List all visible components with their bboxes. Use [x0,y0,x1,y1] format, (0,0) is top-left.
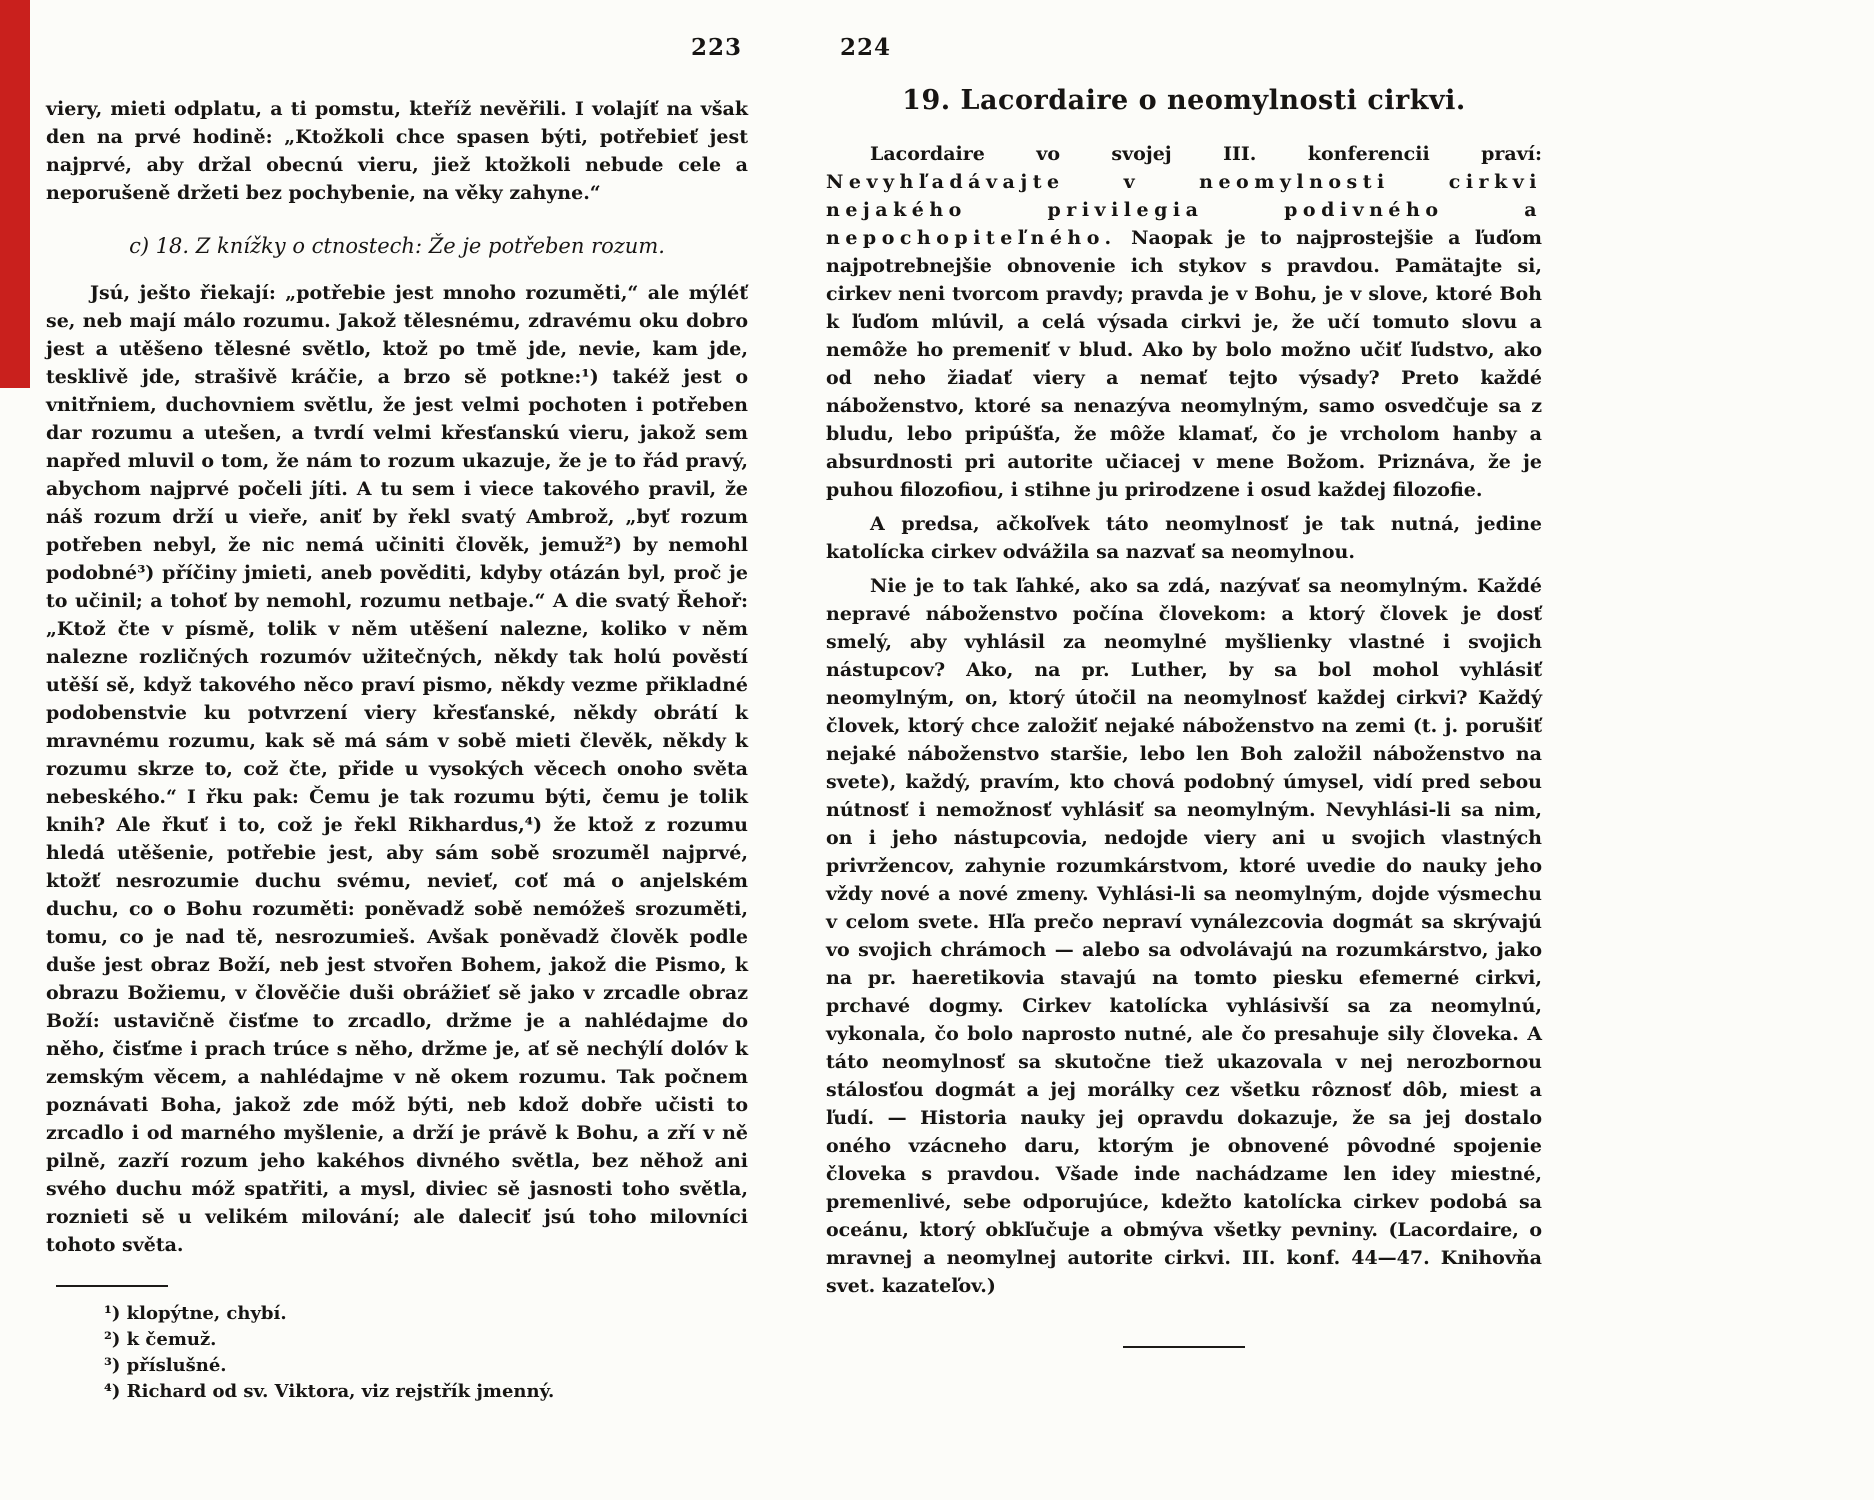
paragraph-3: Nie je to tak ľahké, ako sa zdá, nazývať sa neomylným. Každé nepravé náboženstvo počína človekom: a ktorý človek je dosť smelý, aby vyhlásil za neomylné myšlienky vlastné i svojich nástupcov? Ako, na pr. Luther, by sa bol mohol vyhlásiť neomylným, on, ktorý útočil na neomylnosť každej cirkvi? Každý človek, ktorý chce založiť nejaké náboženstvo na zemi (t. j. porušiť nejaké náboženstvo staršie, lebo len Boh založil náboženstvo na svete), každý, pravím, kto chová podobný úmysel, vidí pred sebou nútnosť i nemožnosť vyhlásiť sa neomylným. Nevyhlási-li sa nim, on i jeho nástupcovia, nedojde viery ani u svojich vlastných privržencov, zahynie rozumkárstvom, ktoré uvedie do nauky jeho vždy nové a nové zmeny. Vyhlási-li sa neomylným, dojde výsmechu v celom svete. Hľa prečo nepraví vynálezcovia dogmát sa skrývajú vo svojich chrámoch — alebo sa odvolávajú na rozumkárstvo, jako na pr. haeretikovia stavajú na tomto piesku efemerné cirkvi, prchavé dogmy. Cirkev katolícka vyhlásivší sa za neomylnú, vykonala, čo bolo naprosto nutné, ale čo presahuje sily človeka. A táto neomylnosť sa skutočne tiež ukazovala v nej nerozbornou stálosťou dogmát a jej morálky cez všetku rôznosť dôb, miest a ľudí. — Historia nauky jej opravdu dokazuje, že sa jej dostalo oného vzácneho daru, ktorým je obnovené pôvodné spojenie človeka s pravdou. Všade inde nachádzame len idey miestné, premenlivé, sebe odporujúce, kdežto katolícka cirkev podobá sa oceánu, ktorý obkľučuje a obmýva všetky pevniny. (Lacordaire, o mravnej a neomylnej autorite cirkvi. III. konf. 44—47. Knihovňa svet. kazateľov.) [826,575,1542,1297]
page-number-right: 224 [840,34,892,61]
red-scan-ribbon [0,0,30,388]
paragraph-2: A predsa, ačkoľvek táto neomylnosť je tak nutná, jedine katolícka cirkev odvážila sa nazvať sa neomylnou. [826,513,1542,563]
paragraph-1-spaced-text: Nevyhľadávajte v neomylnosti cirkvi nejakého privilegia podivného a nepochopiteľného. [826,171,1542,249]
body-paragraph: Jsú, ješto řiekají: „potřebie jest mnoho rozuměti,“ ale mýléť se, neb mají málo rozumu. Jakož tělesnému, zdravému oku dobro jest a utěšeno tělesné světlo, ktož po tmě jde, nevie, kam jde, tesklivě jde, strašivě kráčie, a brzo sě potkne:¹) takéž jest o vnitřniem, duchovniem světlu, že jest velmi pochoten i potřeben dar rozumu a utešen, a tvrdí velmi křesťanskú vieru, jakož sem napřed mluvil o tom, že nám to rozum ukazuje, že je to řád pravý, abychom najprvé počeli jíti. A tu sem i viece takového pravil, že náš rozum drží u vieře, aniť by řekl svatý Ambrož, „byť rozum potřeben nebyl, že nic nemá učiniti člověk, jemuž²) by nemohl podobné³) příčiny jmieti, aneb pověditi, kdyby otázán byl, proč je to učinil; a tohoť by nemohl, rozumu netbaje.“ A die svatý Řehoř: „Ktož čte v písmě, tolik v něm utěšení nalezne, koliko v něm nalezne rozličných rozumóv užitečných, někdy tak holú pověstí utěší sě, když takového něco praví pismo, někdy vezme přikladné podobenstvie ku potvrzení viery křesťanské, někdy obrátí k mravnému rozumu, kak sě má sám v sobě mieti člevěk, někdy k rozumu skrze to, což čte, přide u vysokých věcech onoho světa nebeského.“ I řku pak: Čemu je tak rozumu býti, čemu je tolik knih? Ale řkuť i to, což je řekl Rikhardus,⁴) že ktož z rozumu hledá utěšenie, potřebie jest, aby sám sobě srozuměl najprvé, ktožť nesrozumie duchu svému, nevieť, coť má o anjelském duchu, co o Bohu rozuměti: poněvadž sobě nemóžeš srozuměti, tomu, co je nad tě, nesrozumieš. Avšak poněvadž člověk podle duše jest obraz Boží, neb jest stvořen Bohem, jakož die Pismo, k obrazu Božiemu, v člověčie duši obrážieť sě jako v zrcadle obraz Boží: ustavičně čisťme to zrcadlo, držme je a nahlédajme do něho, čisťme i prach trúce s něho, držme je, ať sě nechýlí dolóv k zemským věcem, a nahlédajme v ně okem rozumu. Tak počnem poznávati Boha, jakož zde móž býti, neb kdož dobře učisti to zrcadlo i od marného myšlenie, a drží je právě k Bohu, a zří v ně pilně, zazří rozum jeho kakéhos divného světla, bez něhož ani svého duchu móž spatřiti, a mysl, diviec sě jasnosti toho světla, roznieti sě u velikém milování; ale daleciť jsú toho milovníci tohoto světa. [46,282,748,1256]
right-page [826,34,1542,1348]
intro-paragraph: viery, mieti odplatu, a ti pomstu, kteříž nevěřili. I volajíť na však den na prvé hodině: „Ktožkoli chce spasen býti, potřebieť jest najprvé, aby držal obecnú vieru, jiež ktožkoli nebude cele a neporušeně držeti bez pochybenie, na věky zahyne.“ [46,98,748,204]
section-end-rule [1123,1346,1245,1348]
footnote-rule [56,1285,168,1287]
paragraph-1-rest: Naopak je to najprostejšie a ľuďom najpotrebnejšie obnovenie ich stykov s pravdou. Pamätajte si, cirkev neni tvorcom pravdy; pravda je v Bohu, je v slove, ktoré Boh k ľuďom mlúvil, a celá výsada cirkvi je, že učí tomuto slovu a nemôže ho premeniť v blud. Ako by bolo možno učiť ľudstvo, ako od neho žiadať viery a nemať tejto výsady? Preto každé náboženstvo, ktoré sa nenazýva neomylným, samo osvedčuje sa z bludu, lebo pripúšťa, že môže klamať, čo je vrcholom hanby a absurdnosti pri autorite učiacej v mene Božom. Priznáva, že je puhou filozofiou, i stihne ju prirodzene i osud každej filozofie. [826,227,1542,501]
footnote-1: ¹) klopýtne, chybí. [104,1303,287,1324]
footnote-4: ⁴) Richard od sv. Viktora, viz rejstřík jmenný. [104,1381,555,1402]
footnote-2: ²) k čemuž. [104,1329,217,1350]
paragraph-1 [826,140,1542,504]
left-page [46,34,748,1405]
section-heading: c) 18. Z knížky o ctnostech: Že je potřeben rozum. [129,234,665,258]
paragraph-1-lead: Lacordaire vo svojej III. konferencii praví: [870,143,1542,165]
page-number-left: 223 [690,34,742,61]
footnote-3: ³) příslušné. [104,1355,227,1376]
footnotes [46,1301,748,1405]
chapter-heading: 19. Lacordaire o neomylnosti cirkvi. [902,85,1466,116]
